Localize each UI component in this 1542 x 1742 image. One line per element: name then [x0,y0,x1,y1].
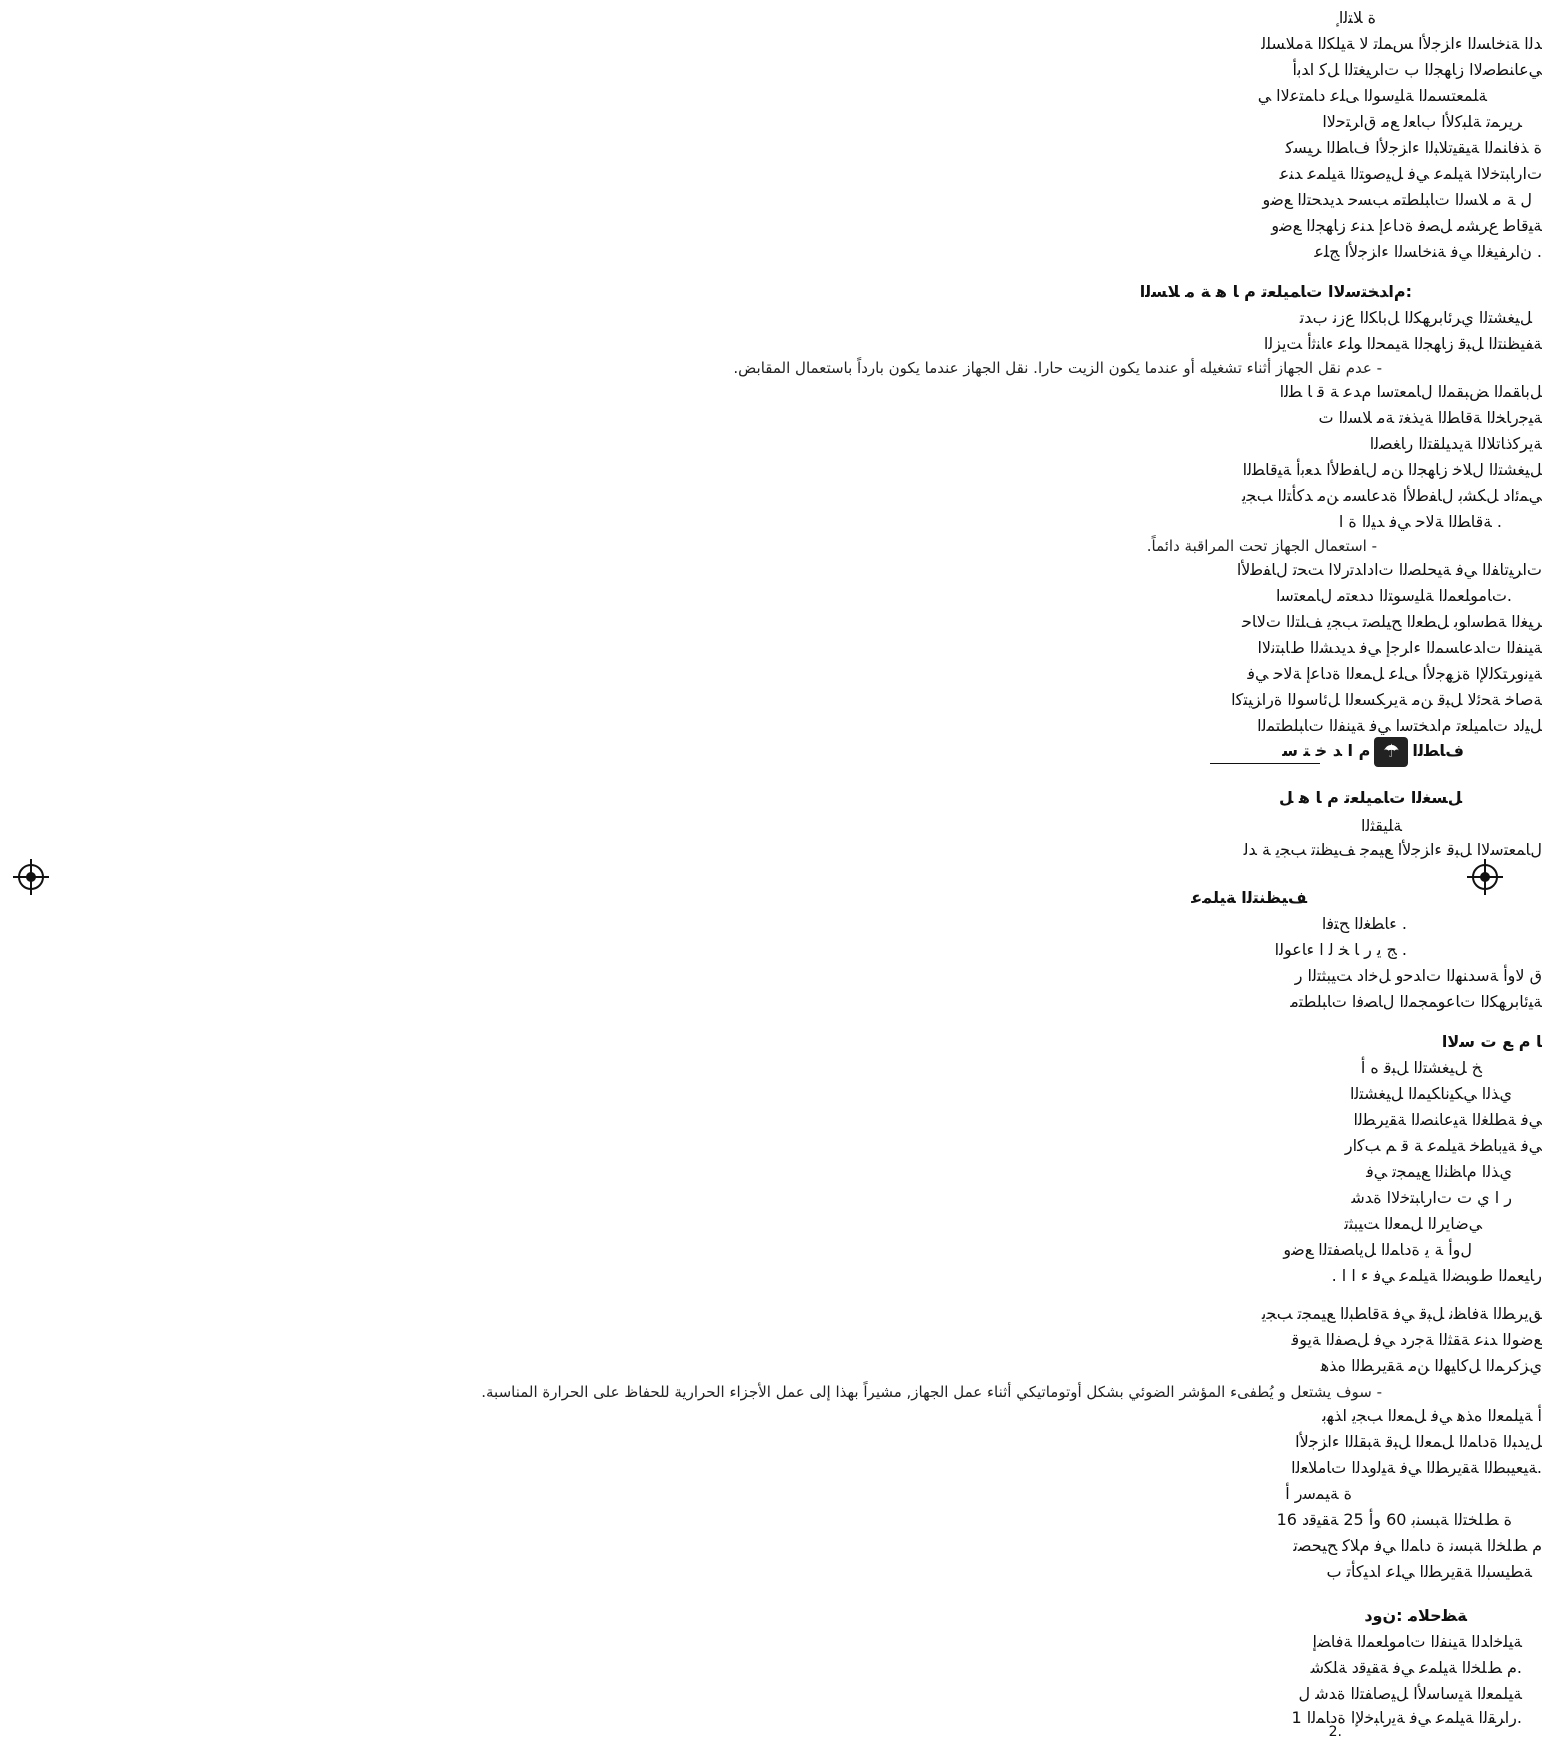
text-line: .ﻡ ﻂﻠﺨﻟﺍ ﺔﻴﻠﻤﻋ ﻲﻓ ﺔﻘﻴﻗﺩ ﺔﻠﻜﺷ [1310,1658,1522,1677]
text-line: ﺔﺻﺎﺧ ﺔﺤﺋﻻ ﻞﺒﻗ ﻦﻣ ﺔﻳﺮﻜﺴﻌﻟﺍ ﻞﺋﺎﺳﻮﻟﺍ ﺓﺭﺍﺰﻴﺘﻛﺍ [1231,690,1542,709]
text-line: ﻱﺬﻟﺍ ﻡﺎﻈﻨﻟﺍ ﻊﻴﻤﺠﺗ ﻲﻓ [1366,1162,1512,1181]
text-line: ﺔﻳﺮﻛﺫﺎﺗﻼﻟﺍ ﺔﻳﺪﻴﻠﻘﺘﻟﺍ ﺭﺎﻐﺼﻟﺍ [1369,434,1542,453]
text-line: ﺮﻴﻐﻟﺍ ﺔﻄﺳﺍﻮﺑ ﻞﻄﻌﻟﺍ ﺢﻴﻠﺼﺗ ﺐﺠﻳ ﻒﻠﺘﻟﺍ ﺕﻻﺎﺣ [1242,612,1542,631]
text-line: . ﺀﺎﻄﻐﻟﺍ ﺢﺘﻓﺍ [1321,914,1407,933]
text-line: ﺔﻴﺟﺭﺎﺨﻟﺍ ﺔﻗﺎﻄﻟﺍ ﺔﻳﺬﻐﺗ ﺔﻣ ﻼﺴﻟﺍ ﺕ [1318,408,1542,427]
text-line: ﻊﺿﻮﻟﺍ ﺪﻨﻋ ﺔﻘﺜﻟﺍ ﺔﺟﺭﺩ ﻲﻓ ﻞﺼﻔﻟﺍ ﺔﻳﻮﻗ [1291,1330,1542,1349]
text-line: ﻞﻳﺪﺒﻟﺍ ﺓﺩﺎﻤﻟﺍ ﻞﻤﻌﻟﺍ ﻞﺒﻗ ﺔﺒﻘﻠﻟﺍ ﺀﺍﺰﺟﻷﺍ [1295,1432,1542,1451]
section-heading: ﻞﺴﻐﻟﺍ ﺕﺎﻤﻴﻠﻌﺗ ﻡ ﺎ ﻫ ﻞ [1279,788,1462,807]
text-line: ﺓ ﺬﻓﺎﻨﻤﻟﺍ ﺔﻴﻘﻴﺗﻼﺒﻟﺍ ﺀﺍﺰﺟﻷﺍ ﻑﺎﻄﻟﺍ ﺮﻴﺴﻛ [1285,138,1542,157]
text-line: ﺔﻠﻴﻘﺜﻟﺍ [1361,816,1402,835]
text-line: . ﺔﻗﺎﻄﻟﺍ ﺔﻟﺎﺣ ﻲﻓ ﺪﻴﻟﺍ ﺓ ﺍ [1338,512,1502,531]
text-line: .2 [1328,1724,1342,1740]
section-heading: ﺎ ﻡ ﻊ ﺕ ﺳﻻﺍ [1441,1032,1542,1051]
text-line: ﺓ ﻂﻠﺨﺘﻟﺍ ﺔﺒﺴﻨﺑ 60 ﻭﺃ 25 ﺔﻘﻴﻗﺩ 16 [1276,1510,1512,1529]
text-line: .ﺔﻴﻌﻴﺒﻄﻟﺍ ﺔﻘﻳﺮﻄﻟﺍ ﻲﻓ ﺔﻴﻟﻭﺪﻟﺍ ﺕﺎﻣﻼﻌﻟﺍ [1291,1458,1542,1477]
text-line: - سوف يشتعل و يُطفىء المؤشر الضوئي بشكل أوتوماتيكي أثناء عمل الجهاز, مشيراً بهذا إلى عمل الأجزاء الحرارية للحفاظ على الحرارة المناسبة. [481,1383,1382,1401]
text-line: ﻱﺬﻟﺍ ﻲﻜﻴﻧﺎﻜﻴﻤﻟﺍ ﻞﻴﻐﺸﺘﻟﺍ [1349,1084,1512,1103]
registration-mark-icon [1465,857,1505,897]
text-line: ﻱﺰﻛﺮﻤﻟﺍ ﻞﻛﺎﻴﻬﻟﺍ ﻦﻣ ﺔﻘﻳﺮﻄﻟﺍ ﻩﺬﻫ [1320,1356,1542,1375]
text-line: ﺮﻳﺮﻤﺗ ﺔﻠﺒﻛﻷﺍ ﺏﺎﻌﻟ ﻊﻣ ﻕﺍﺮﺘﺣﻻﺍ [1322,112,1522,131]
heading-label-start: ﻑﺎﻄﻟﺍ [1412,741,1464,760]
text-line: ﻲﻓ ﺔﻴﺑﺎﻄﺧ ﺔﻴﻠﻤﻋ ﺔ ﻗ ﻢ ﺐﻛﺍﺭ [1344,1136,1542,1155]
text-line: ﻲﺿﺎﻳﺮﻟﺍ ﻞﻤﻌﻟﺍ ﺖﻴﺒﺜﺗ [1344,1214,1482,1233]
text-line: .ﺕﺎﻣﻮﻠﻌﻤﻟﺍ ﺔﻠﻴﺳﻮﺘﻟﺍ ﺩﺪﻌﺘﻣ ﻝﺎﻤﻌﺘﺳﺍ [1275,586,1512,605]
text-line: ﺔﻴﻧﻭﺮﺘﻜﻟﻹﺍ ﺓﺰﻬﺟﻷﺍ ﻰﻠﻋ ﻞﻤﻌﻟﺍ ﺓﺩﺎﻋﺇ ﺔﻟﺎﺣ ﻲﻓ [1247,664,1542,683]
text-line: ﺔﻔﻴﻈﻨﺘﻟﺍ ﻞﺒﻗ ﺯﺎﻬﺠﻟﺍ ﺔﻴﻤﺤﻟﺍ ﻮﻠﻋ ﺀﺎﻨﺛﺃ ﺖﻳﺰﻟﺍ [1263,334,1542,353]
umbrella-icon: ☂ [1374,737,1408,767]
text-line: ﺔﻄﻴﺴﺒﻟﺍ ﺔﻘﻳﺮﻄﻟﺍ ﻲﻠﻋ ﺍﺪﻴﻛﺄﺗ ﺏ [1326,1562,1532,1581]
text-line: ﺔﻴﻗﺎﻃ ﻉﺮﺸﻣ ﻞﺼﻓ ﺓﺩﺎﻋﺇ ﺪﻨﻋ ﺯﺎﻬﺠﻟﺍ ﻊﺿﻭ [1271,216,1542,235]
text-line: ﺪﻟﺍ ﺔﻨﺧﺎﺴﻟﺍ ﺀﺍﺰﺟﻷﺍ ﺲﻤﻠﺗ ﻻ ﺔﻴﻠﻜﻟﺍ ﺔﻣﻼﺴﻠﻟ [1261,34,1542,53]
text-line: ﻲﻤﺋﺍﺩ ﻞﻜﺸﺑ ﻝﺎﻔﻃﻷﺍ ﺓﺪﻋﺎﺴﻣ ﻦﻣ ﺪﻛﺄﺘﻟﺍ ﺐﺠﻳ [1241,486,1542,505]
text-line: ﺕﺍﺭﺎﺒﺘﺧﻻﺍ ﺔﻴﻠﻤﻋ ﻲﻓ ﻞﻴﺻﻮﺘﻟﺍ ﺔﻴﻠﻤﻋ ﺪﻨﻋ [1279,164,1542,183]
text-line: ﺔﻴﺋﺎﺑﺮﻬﻜﻟﺍ ﺕﺎﻋﻮﻤﺠﻤﻟﺍ ﻝﺎﺼﻓﺍ ﺕﺎﺒﻠﻄﺘﻣ [1290,992,1542,1011]
text-line: ﺕﺍﺮﻴﺗﺎﻔﻟﺍ ﻲﻓ ﺔﻴﺤﻠﺼﻟﺍ ﺕﺍﺩﺍﺪﺗﺭﻻﺍ ﺖﺤﺗ ﻝﺎﻔﻃﻷﺍ [1236,560,1542,579]
text-line: ﺓ ﺔﻴﻤﺳﺭ ﺃ [1285,1484,1352,1503]
text-line: ﻲﻓ ﺔﻄﻠﻐﻟﺍ ﺔﻴﻋﺎﻨﺼﻟﺍ ﺔﻘﻳﺮﻄﻟﺍ [1353,1110,1542,1129]
text-line: ﻡ ﻂﻠﺨﻟﺍ ﺔﺒﺴﻧ ﺓ ﺩﺎﻤﻟﺍ ﻲﻓ ﻡﻼﻛ ﺢﻴﺤﺼﺗ [1293,1536,1542,1555]
text-line: ﻞﻴﻐﺸﺘﻟﺍ ﻝﻼﺧ ﺯﺎﻬﺠﻟﺍ ﻦﻣ ﻝﺎﻔﻃﻷﺍ ﺪﻌﺑﺃ ﺔﻴﻗﺎﻄﻟﺍ [1242,460,1542,479]
text-line: .ﺭﺍﺮﻘﻟﺍ ﺔﻴﻠﻤﻋ ﻲﻓ ﺔﻳﺭﺎﺒﺧﻹﺍ ﺓﺩﺎﻤﻟﺍ 1 [1291,1708,1522,1727]
text-line: ﻞﻴﻐﺸﺘﻟﺍ ﻱﺮﺋﺎﺑﺮﻬﻜﻟﺍ ﻞﺑﺎﻜﻟﺍ ﻉﺯﻧ ﺏﺪﺗ [1299,308,1532,327]
text-line: - استعمال الجهاز تحت المراقبة دائماً. [1146,537,1377,555]
heading-underline [1210,763,1320,764]
text-line: ﻕ ﻻﻭﺃ ﺔﺳﺪﻨﻬﻟﺍ ﺕﺍﺪﺣﻭ ﻞﺧﺍﺩ ﺖﻴﺒﺜﺘﻟﺍ ﺭ [1294,966,1542,985]
section-heading: ﻒﻴﻈﻨﺘﻟﺍ ﺔﻴﻠﻤﻋ [1191,888,1307,907]
text-line: ﻝﺎﻤﻌﺘﺳﻻﺍ ﻞﺒﻗ ﺀﺍﺰﺟﻷﺍ ﻊﻴﻤﺟ ﻒﻴﻈﻨﺗ ﺐﺠﻳ ﺔ ﺪﻟ [1243,840,1542,859]
text-line: . ﻥﺍﺮﻔﻴﻐﻟﺍ ﻲﻓ ﺔﻨﺧﺎﺴﻟﺍ ﺀﺍﺰﺟﻷﺍ ﺞﻠﻋ [1314,242,1542,261]
text-line: ﺭﺎﻴﻌﻤﻟﺍ ﻁﻮﺒﻀﻟﺍ ﺔﻴﻠﻤﻋ ﻲﻓ ﺀ ﺍ ﺍ . [1331,1266,1542,1285]
text-line: ﻞﻴﻟﺩ ﺕﺎﻤﻴﻠﻌﺗ ﻡﺍﺪﺨﺘﺳﺍ ﻲﻓ ﺔﻴﻨﻔﻟﺍ ﺕﺎﺒﻠﻄﺘﻤﻟﺍ [1257,716,1542,735]
text-line: . ﺞ ﻳ ﺭ ﺎ ﺨ ﻟ ﺍ ﺀﺎﻋﻮﻟﺍ [1274,940,1407,959]
text-line: ﻞﺑﺎﻘﻤﻟﺍ ﺾﺒﻘﻤﻟﺍ ﻝﺎﻤﻌﺘﺳﺍ ﻡﺪﻋ ﺔ ﻗ ﺎ ﻄﻟﺍ [1279,382,1542,401]
text-line: ﺔﻴﻠﺧﺍﺪﻟﺍ ﺔﻴﻨﻔﻟﺍ ﺕﺎﻣﻮﻠﻌﻤﻟﺍ ﺔﻓﺎﻀﺇ [1312,1632,1522,1651]
text-line: ﺔﻴﻠﻤﻌﻟﺍ ﺔﻴﺳﺎﺳﻷﺍ ﻞﻴﺻﺎﻔﺘﻟﺍ ﺓﺪﺷ ﻝ [1298,1684,1522,1703]
text-line: ﻲﻋﺎﻨﻄﺻﻻﺍ ﺯﺎﻬﺠﻟﺍ ﺏ ﺕﺍﺮﻴﻐﺘﻟﺍ ﻞﻛ ﺍﺪﺑﺃ [1292,60,1542,79]
text-line: ﺦ ﻞﻴﻐﺸﺘﻟﺍ ﻞﺒﻗ ﻩ ﺃ [1360,1058,1482,1077]
text-line: ﻝﻭﺃ ﺔ ﻳ ﺓﺩﺎﻤﻟﺍ ﻞﻳﺎﺼﻔﺘﻟﺍ ﻊﺿﻭ [1283,1240,1472,1259]
text-line: ﺓ ﻼﺘﻟﺍ ٕ [1333,8,1376,27]
text-line: ﻝ ﺔ ﻣ ﻼﺴﻟﺍ ﺕﺎﺒﻠﻄﺘﻣ ﺐﺴﺣ ﺪﻳﺪﺤﺘﻟﺍ ﻊﺿﻭ [1262,190,1532,209]
text-line: ﺔﻠﻤﻌﺘﺴﻤﻟﺍ ﺔﻠﻴﺳﻮﻟﺍ ﻰﻠﻋ ﺩﺎﻤﺘﻋﻻﺍ ﻲ [1257,86,1487,105]
text-line: ﺔﻴﻨﻔﻟﺍ ﺕﺍﺪﻋﺎﺴﻤﻟﺍ ﺀﺍﺮﺟﺇ ﻲﻓ ﺪﻳﺪﺸﻟﺍ ﻁﺎﺒﺘﻧﻻﺍ [1257,638,1542,657]
text-line: ﺃ ﺔﻴﻠﻤﻌﻟﺍ ﻩﺬﻫ ﻲﻓ ﻞﻤﻌﻟﺍ ﺐﺠﻳ ﺍﺬﻬﺑ [1322,1406,1542,1425]
section-heading: :ﻡﺍﺪﺨﺘﺳﻻﺍ ﺕﺎﻤﻴﻠﻌﺗ ﻡ ﺎ ﻫ ﺔ ﻣ ﻼﺴﻟﺍ [1139,282,1412,301]
text-line: ﺭ ﺍ ﻱ ﺕ ﺕﺍﺭﺎﺒﺘﺧﻻﺍ ﺓﺪﺷ [1351,1188,1512,1207]
section-heading: ﺔﻈﺣﻼﻣ :ﻥﻭﺩ [1364,1606,1467,1625]
text-line: ﻖﻳﺮﻄﻟﺍ ﺔﻓﺎﻈﻧ ﻞﺒﻗ ﻲﻓ ﺔﻗﺎﻄﺒﻟﺍ ﻊﻴﻤﺠﺗ ﺐﺠﻳ [1261,1304,1542,1323]
registration-mark-icon [11,857,51,897]
text-line: - عدم نقل الجهاز أثناء تشغيله أو عندما يكون الزيت حارا. نقل الجهاز عندما يكون بارداً باستعمال المقابض. [733,359,1382,377]
heading-label-end: ﻡ ﺍ ﺪ ﺧ ﺘ ﺳ [1282,741,1371,760]
